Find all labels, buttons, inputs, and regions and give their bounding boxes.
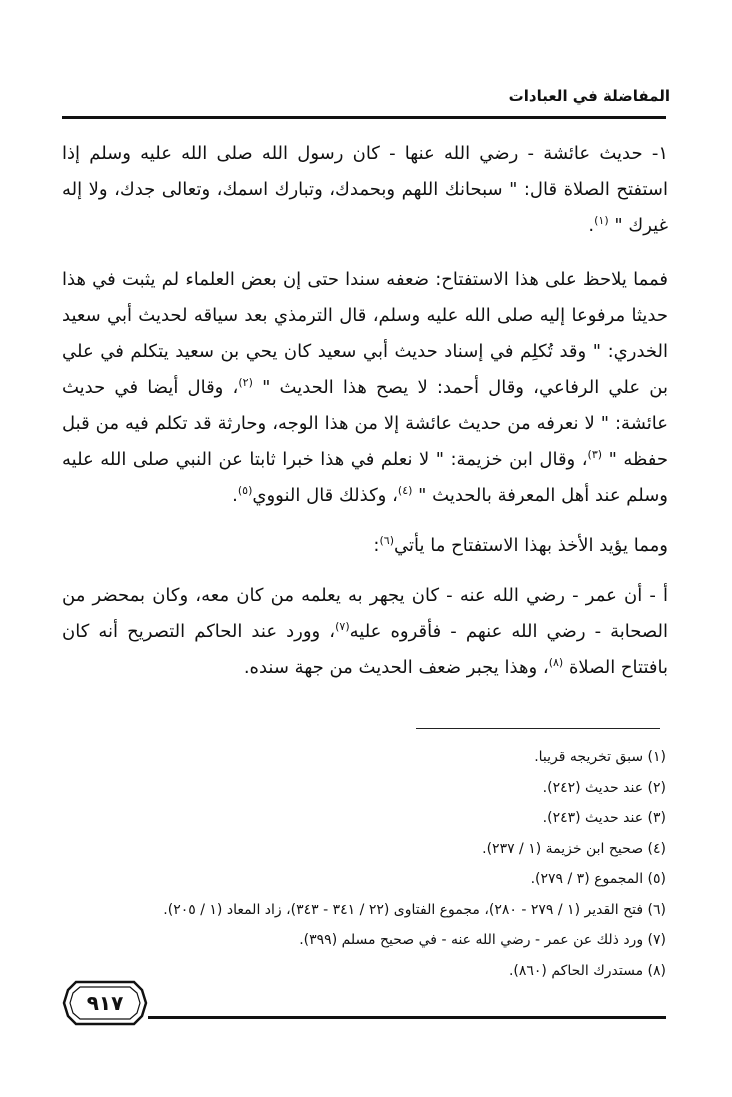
footnote-item: (١) سبق تخريجه قريبا. — [534, 749, 666, 765]
paragraph-text: ومما يؤيد الأخذ بهذا الاستفتاح ما يأتي — [394, 535, 668, 556]
paragraph-tail: . — [588, 215, 595, 236]
footnote-item: (٦) فتح القدير (١ / ٢٧٩ - ٢٨٠)، مجموع الفتاوى (٢٢ / ٣٤١ - ٣٤٣)، زاد المعاد (١ / ٢٠٥). — [163, 901, 666, 918]
footnotes-list — [62, 742, 666, 986]
paragraph-text: ، وقال ابن خزيمة: " لا نعلم في هذا خبرا ثابتا عن النبي صلى الله عليه وسلم عند أهل المعرفة بالحديث " — [62, 449, 668, 506]
paragraph-tail: ، وهذا يجبر ضعف الحديث من جهة سنده. — [243, 657, 549, 678]
footnote-item: (٧) ورد ذلك عن عمر - رضي الله عنه - في صحيح مسلم (٣٩٩). — [299, 932, 666, 948]
paragraph-text: أ - أن عمر - رضي الله عنه - كان يجهر به يعلمه من كان معه، وكان بمحضر من الصحابة - رضي الله عنهم - فأقروه عليه — [62, 585, 669, 642]
paragraph-text: ، وقال أيضا في حديث عائشة: " لا نعرفه من حديث عائشة إلا من هذا الوجه، وحارثة قد تكلم فيه من قبل حفظه " — [62, 377, 668, 470]
footnote-ref[interactable]: (٨) — [548, 656, 564, 669]
footer-rule — [148, 1016, 666, 1019]
footnote-ref[interactable]: (٤) — [397, 484, 413, 497]
footnote-ref[interactable]: (٦) — [379, 534, 395, 547]
paragraph-support-intro — [62, 528, 668, 564]
paragraph-text: ١- حديث عائشة - رضي الله عنها - كان رسول الله صلى الله عليه وسلم إذا استفتح الصلاة قال: " سبحانك اللهم وبحمدك، وتبارك اسمك، وتعالى جدك، ولا إله غيرك " — [62, 143, 668, 236]
footnote-ref[interactable]: (١) — [594, 214, 609, 227]
footnote-item: (٨) مستدرك الحاكم (٨٦٠). — [508, 962, 666, 979]
running-header: المفاضلة في العبادات — [508, 87, 670, 105]
footnote-ref[interactable]: (٢) — [238, 376, 253, 389]
paragraph-text: فمما يلاحظ على هذا الاستفتاح: ضعفه سندا حتى إن بعض العلماء لم يثبت في هذا حديثا مرفوعا إليه صلى الله عليه وسلم، قال الترمذي بعد سياقه لحديث أبي سعيد الخدري: " وقد تُكلِم في إسناد حديث أبي سعيد كان يحي بن سعيد يتكلم في علي بن علي الرفاعي، وقال أحمد: لا يصح هذا الحديث " — [62, 269, 668, 398]
paragraph-support-a — [62, 578, 668, 686]
header-rule — [62, 116, 666, 119]
paragraph-text: ، وكذلك قال النووي — [252, 485, 398, 506]
footnote-item: (٣) عند حديث (٢٤٣). — [542, 810, 666, 826]
footnote-item: (٢) عند حديث (٢٤٢). — [542, 779, 666, 796]
main-text — [62, 136, 668, 700]
footnote-ref[interactable]: (٧) — [335, 620, 350, 633]
footnote-ref[interactable]: (٥) — [237, 484, 253, 497]
paragraph-weakness — [62, 262, 668, 514]
paragraph-tail: . — [232, 485, 238, 506]
paragraph-hadith-aisha — [62, 136, 668, 244]
paragraph-text: ، وورد عند الحاكم التصريح أنه كان بافتتاح الصلاة — [62, 621, 668, 678]
paragraph-tail: : — [373, 535, 380, 556]
footnote-divider — [416, 728, 660, 729]
footnote-item: (٤) صحيح ابن خزيمة (١ / ٢٣٧). — [482, 840, 666, 857]
footnote-ref[interactable]: (٣) — [587, 448, 603, 461]
footnote-item: (٥) المجموع (٣ / ٢٧٩). — [530, 871, 666, 887]
page-number: ٩١٧ — [86, 991, 124, 1015]
page-number-badge — [62, 978, 148, 1028]
